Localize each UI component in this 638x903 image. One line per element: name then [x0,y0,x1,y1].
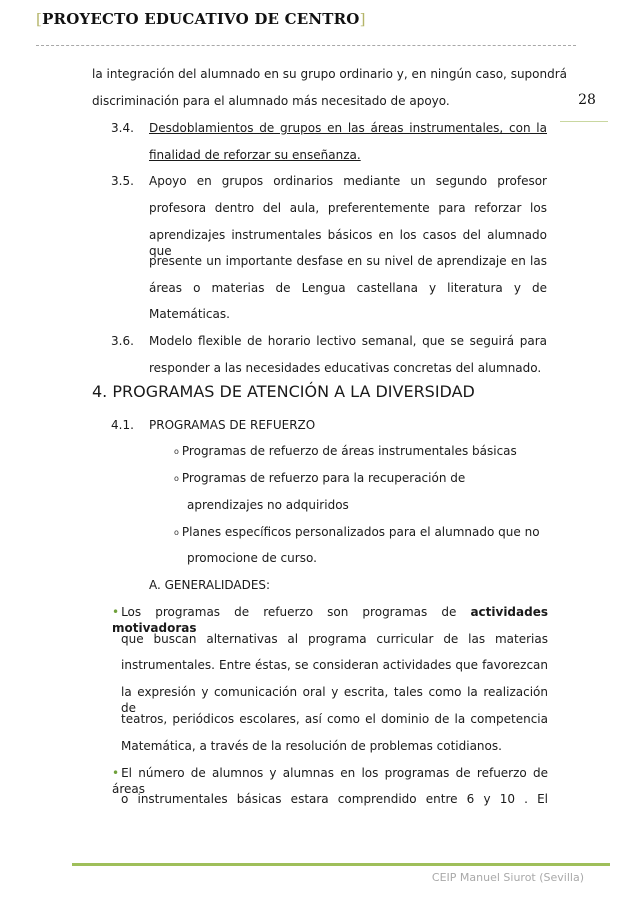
program-item-3-text: Planes específicos personalizados para el alumnado que no [181,525,540,539]
document-header-title [36,10,366,28]
para-1-bold-phrase: actividades motivadoras [112,605,548,635]
para-1-line-4: la expresión y comunicación oral y escrita, tales como la realización de [121,685,548,715]
item-number-3-5: 3.5. [111,174,134,188]
section-4-heading: 4. PROGRAMAS DE ATENCIÓN A LA DIVERSIDAD [92,382,475,401]
page-number-divider [560,121,608,122]
program-item-1-text: Programas de refuerzo de áreas instrumentales básicas [181,444,517,458]
program-bullet-marker: o [174,447,179,456]
bullet-dot: • [112,766,120,780]
bullet-dot: • [112,605,120,619]
item-3-6-line-2: responder a las necesidades educativas concretas del alumnado. [149,361,542,375]
header-divider [36,45,576,46]
footer-divider [72,863,610,866]
footer-school-name: CEIP Manuel Siurot (Sevilla) [431,871,584,884]
item-number-3-4: 3.4. [111,121,134,135]
program-item-3 [174,524,540,542]
para-2-line-2: o instrumentales básicas estara comprendido entre 6 y 10 . El [121,792,548,806]
item-3-5-line-4: presente un importante desfase en su nivel de aprendizaje en las [149,254,547,268]
item-3-4-line-2: finalidad de reforzar su enseñanza. [149,148,361,162]
page-number: 28 [578,92,596,108]
para-1-line-2: que buscan alternativas al programa curricular de las materias [121,632,548,646]
subsection-4-1-title: PROGRAMAS DE REFUERZO [149,418,316,432]
header-bracket-open: [ [36,10,43,28]
intro-line-2: discriminación para el alumnado más necesitado de apoyo. [92,94,450,108]
program-bullet-marker: o [174,528,179,537]
item-3-5-line-6: Matemáticas. [149,307,230,321]
program-item-2-text: Programas de refuerzo para la recuperación de [181,471,466,485]
program-item-2 [174,470,465,488]
item-number-3-6: 3.6. [111,334,134,348]
item-3-5-line-1: Apoyo en grupos ordinarios mediante un segundo profesor [149,174,547,188]
para-1-line-3: instrumentales. Entre éstas, se consideran actividades que favorezcan [121,658,548,672]
subsection-number-4-1: 4.1. [111,418,134,432]
header-title-text: PROYECTO EDUCATIVO DE CENTRO [42,10,360,28]
program-item-2-line-2: aprendizajes no adquiridos [187,498,349,512]
para-2-line-1-text: El número de alumnos y alumnas en los programas de refuerzo de áreas [112,766,548,796]
para-1-line-1-text: Los programas de refuerzo son programas de [121,605,471,619]
program-item-1 [174,443,517,461]
item-3-4-line-1: Desdoblamientos de grupos en las áreas instrumentales, con la [149,121,547,135]
program-bullet-marker: o [174,474,179,483]
generalidades-heading: A. GENERALIDADES: [149,578,271,592]
para-1-line-5: teatros, periódicos escolares, así como el dominio de la competencia [121,712,548,726]
intro-line-1: la integración del alumnado en su grupo ordinario y, en ningún caso, supondrá [92,67,568,81]
item-3-6-line-1: Modelo flexible de horario lectivo semanal, que se seguirá para [149,334,547,348]
item-3-5-line-2: profesora dentro del aula, preferentemente para reforzar los [149,201,547,215]
para-1-line-6: Matemática, a través de la resolución de problemas cotidianos. [121,739,502,753]
header-bracket-close: ] [359,10,366,28]
item-3-5-line-3: aprendizajes instrumentales básicos en los casos del alumnado que [149,228,547,258]
program-item-3-line-2: promocione de curso. [187,551,317,565]
item-3-5-line-5: áreas o materias de Lengua castellana y literatura y de [149,281,547,295]
